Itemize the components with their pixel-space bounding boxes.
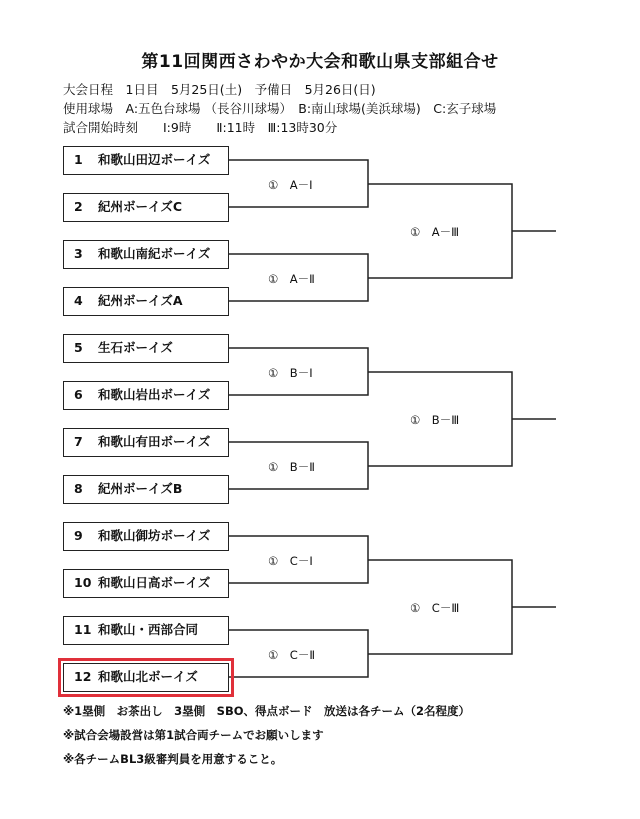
match-label: ① A－Ⅲ (410, 225, 460, 239)
team-slot: 6 和歌山岩出ボーイズ (63, 381, 229, 410)
team-slot: 7 和歌山有田ボーイズ (63, 428, 229, 457)
match-label: ① C－Ⅰ (268, 554, 313, 568)
note-line: ※1塁側 お茶出し 3塁側 SBO、得点ボード 放送は各チーム（2名程度） (63, 704, 471, 718)
page-title: 第11回関西さわやか大会和歌山県支部組合せ (141, 52, 499, 72)
team-name: 紀州ボーイズA (98, 293, 183, 308)
note-line: ※各チームBL3級審判員を用意すること。 (63, 752, 283, 766)
team-slot: 1 和歌山田辺ボーイズ (63, 146, 229, 175)
team-slot: 11 和歌山・西部合同 (63, 616, 229, 645)
match-label: ① B－Ⅲ (410, 413, 460, 427)
team-slot-highlighted: 12 和歌山北ボーイズ (63, 663, 229, 692)
team-name: 紀州ボーイズB (98, 481, 183, 496)
match-label: ① A－Ⅰ (268, 178, 313, 192)
team-name: 紀州ボーイズC (98, 199, 183, 214)
team-name: 和歌山・西部合同 (98, 622, 199, 637)
match-label: ① B－Ⅰ (268, 366, 313, 380)
note-line: ※試合会場設営は第1試合両チームでお願いします (63, 728, 324, 742)
team-name: 和歌山日高ボーイズ (98, 575, 211, 590)
team-name: 和歌山有田ボーイズ (98, 434, 211, 449)
team-slot: 9 和歌山御坊ボーイズ (63, 522, 229, 551)
team-name: 和歌山岩出ボーイズ (98, 387, 211, 402)
team-slot: 2 紀州ボーイズC (63, 193, 229, 222)
match-label: ① C－Ⅱ (268, 648, 315, 662)
venue-line: 使用球場 A:五色台球場 （長谷川球場） B:南山球場(美浜球場) C:玄子球場 (63, 101, 497, 116)
team-name: 和歌山御坊ボーイズ (98, 528, 211, 543)
team-slot: 8 紀州ボーイズB (63, 475, 229, 504)
team-name: 和歌山田辺ボーイズ (98, 152, 211, 167)
team-name: 生石ボーイズ (98, 340, 173, 355)
start-time-line: 試合開始時刻 Ⅰ:9時 Ⅱ:11時 Ⅲ:13時30分 (63, 120, 338, 135)
team-slot: 3 和歌山南紀ボーイズ (63, 240, 229, 269)
match-label: ① B－Ⅱ (268, 460, 315, 474)
team-name: 和歌山南紀ボーイズ (98, 246, 211, 261)
team-slot: 10 和歌山日高ボーイズ (63, 569, 229, 598)
schedule-line: 大会日程 1日目 5月25日(土) 予備日 5月26日(日) (63, 82, 376, 97)
match-label: ① A－Ⅱ (268, 272, 315, 286)
team-slot: 4 紀州ボーイズA (63, 287, 229, 316)
team-slot: 5 生石ボーイズ (63, 334, 229, 363)
team-name: 和歌山北ボーイズ (98, 669, 198, 684)
match-label: ① C－Ⅲ (410, 601, 460, 615)
